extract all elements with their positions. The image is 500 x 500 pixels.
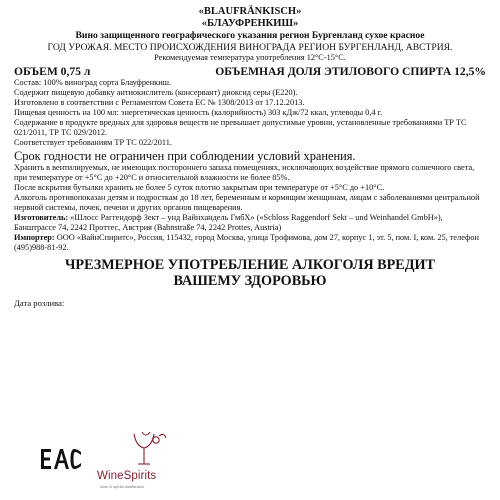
shelf-life: Срок годности не ограничен при соблюдении условий хранения. bbox=[14, 149, 356, 163]
volume-row bbox=[14, 65, 486, 78]
importer-text: ООО «ВайнСпиритс», Россия, 115432, город Москва, улица Трофимова, дом 27, корпус 1, эт. 5, пом. I, ком. 25, телефон (495)988-81-92. bbox=[14, 233, 479, 252]
manufacturer-label: Изготовитель: bbox=[14, 213, 69, 222]
logo-strip bbox=[0, 424, 500, 500]
wine-name-latin: «BLAUFRÄNKISCH» bbox=[198, 6, 302, 17]
health-warning-line-2: ВАШЕМУ ЗДОРОВЬЮ bbox=[173, 273, 327, 289]
brand-tagline: wine & spirits distribution bbox=[100, 484, 145, 489]
safety-info: Содержание в продукте вредных для здоровья веществ не превышает допустимые уровни, установленные требованиями ТР ТС 021/2011, ТР ТС 029/2012. bbox=[14, 118, 467, 137]
importer-label: Импортер: bbox=[14, 233, 55, 242]
nutrition-info: Пищевая ценность на 100 мл: энергетическая ценность (калорийность) 303 кДж/72 ккал, углеводы 0,4 г. bbox=[14, 108, 383, 117]
regulation-info: Изготовлено в соответствии с Регламентом Совета ЕС № 1308/2013 от 17.12.2013. bbox=[14, 98, 305, 107]
serving-temperature: Рекомендуемая температура употребления 12°С-15°С. bbox=[154, 53, 346, 62]
alcohol-content: ОБЪЕМНАЯ ДОЛЯ ЭТИЛОВОГО СПИРТА 12,5% bbox=[215, 65, 486, 78]
health-warning-line-1: ЧРЕЗМЕРНОЕ УПОТРЕБЛЕНИЕ АЛКОГОЛЯ ВРЕДИТ bbox=[64, 257, 436, 273]
health-warning bbox=[14, 257, 486, 289]
manufacturer-info bbox=[14, 213, 486, 233]
wine-name-cyrillic: «БЛАУФРЕНКИШ» bbox=[201, 18, 299, 29]
harvest-origin: ГОД УРОЖАЯ. МЕСТО ПРОИСХОЖДЕНИЯ ВИНОГРАДА РЕГИОН БУРГЕНЛАНД, АВСТРИЯ. bbox=[47, 41, 453, 53]
importer-info bbox=[14, 233, 486, 253]
storage-conditions: Хранить в вентилируемых, не имеющих постороннего запаха помещениях, исключающих воздействие прямого солнечного света, при температуре от +5°С до +20°С и относительной влажности не более 85%. bbox=[14, 163, 475, 182]
wine-type: Вино защищенного географического указания регион Бургенланд сухое красное bbox=[75, 30, 425, 41]
bottling-date: Дата розлива: bbox=[14, 298, 65, 308]
composition: Состав: 100% виноград сорта Блауфренкиш. bbox=[14, 78, 172, 87]
health-contraindications: Алкоголь противопоказан детям и подросткам до 18 лет, беременным и кормящим женщинам, лицам с заболеваниями центральной нервной системы, почек, печени и других органов пищеварения. bbox=[14, 193, 480, 212]
additive-info: Содержит пищевую добавку антиокислитель (консервант) диоксид серы (Е220). bbox=[14, 88, 298, 97]
compliance-info: Соответствует требованиям ТР ТС 022/2011. bbox=[14, 138, 172, 147]
volume-label: ОБЪЕМ 0,75 л bbox=[14, 65, 91, 78]
manufacturer-text: «Шлосс Раггендорф Зект – унд Вайнхандель ГмбХ» («Schloss Raggendorf Sekt – und Weinhandel GmbH»), Банштрассе 74, 2242 Проттес, Австрия (Bahnstraße 74, 2242 Prottes, Austria) bbox=[14, 213, 443, 232]
brand-name: WineSpirits bbox=[97, 470, 157, 482]
eac-mark-icon bbox=[40, 448, 82, 470]
winespirits-logo-icon bbox=[92, 428, 212, 492]
after-opening-info: После вскрытия бутылки хранить не более 5 суток плотно закрытым при температуре от +5°С до +10°С. bbox=[14, 183, 385, 192]
